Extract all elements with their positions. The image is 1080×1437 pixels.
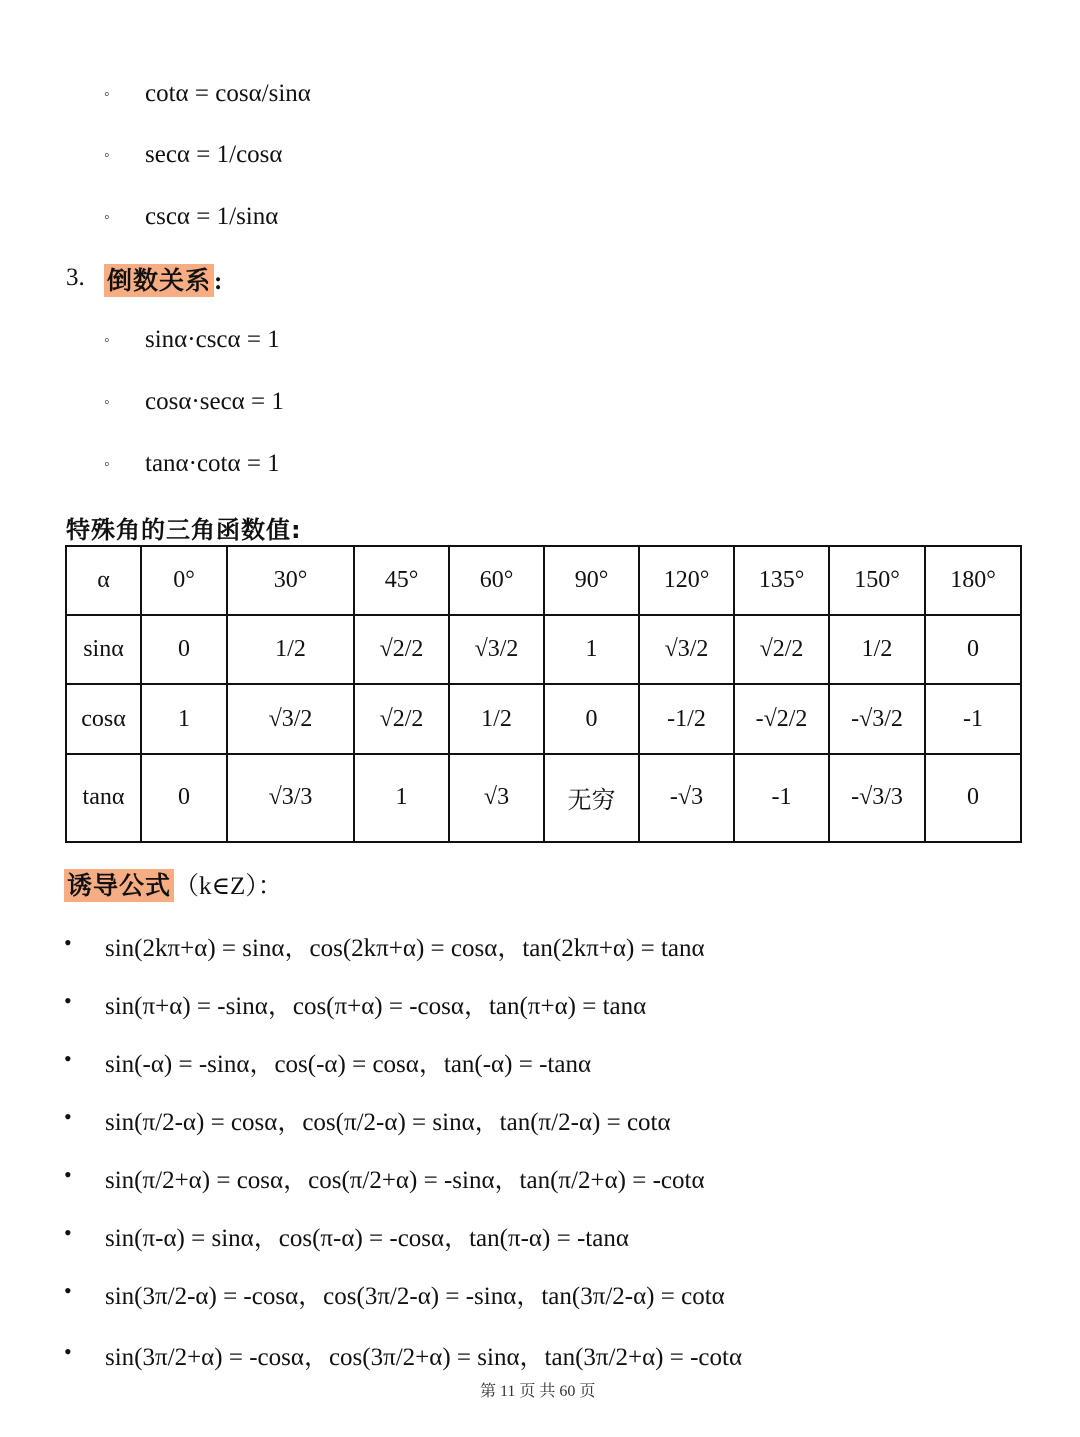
header-cell: 135° (734, 546, 829, 615)
table-cell: -√2/2 (734, 684, 829, 753)
header-cell: 120° (639, 546, 734, 615)
table-cell: √2/2 (354, 615, 449, 684)
table-cell: √3/2 (227, 684, 354, 753)
reciprocal-item: tanα·cotα = 1 (145, 450, 280, 477)
table-cell: 0 (141, 615, 227, 684)
table-cell: 1/2 (829, 615, 925, 684)
table-cell: 无穷 (544, 754, 639, 842)
bullet: • (64, 1220, 72, 1245)
row-label: cosα (66, 684, 141, 753)
header-cell: α (66, 546, 141, 615)
induction-title: 诱导公式 (64, 869, 174, 902)
table-cell: -√3/2 (829, 684, 925, 753)
table-cell: 1/2 (449, 684, 544, 753)
list-item-sec: secα = 1/cosα (145, 141, 283, 168)
sub-bullet: ◦ (104, 209, 110, 226)
induction-formula: sin(2kπ+α) = sinα，cos(2kπ+α) = cosα，tan(2kπ+α) = tanα (105, 935, 705, 962)
table-title: 特殊角的三角函数值: (66, 516, 302, 544)
table-cell: √3/2 (449, 615, 544, 684)
header-cell: 150° (829, 546, 925, 615)
table-header-row (66, 546, 1021, 615)
section-heading (104, 261, 222, 297)
bullet: • (64, 930, 72, 955)
induction-formula: sin(π-α) = sinα，cos(π-α) = -cosα，tan(π-α) = -tanα (105, 1225, 629, 1252)
induction-formula: sin(3π/2+α) = -cosα，cos(3π/2+α) = sinα，tan(3π/2+α) = -cotα (105, 1344, 743, 1371)
table-cell: √3 (449, 754, 544, 842)
table-cell: -√3/3 (829, 754, 925, 842)
table-cell: 0 (141, 754, 227, 842)
induction-formula: sin(3π/2-α) = -cosα，cos(3π/2-α) = -sinα，tan(3π/2-α) = cotα (105, 1283, 725, 1310)
table-row (66, 684, 1021, 753)
page-footer: 第 11 页 共 60 页 (480, 1383, 596, 1400)
list-item-csc: cscα = 1/sinα (145, 203, 279, 230)
sub-bullet: ◦ (104, 332, 110, 349)
induction-formula: sin(-α) = -sinα，cos(-α) = cosα，tan(-α) = -tanα (105, 1051, 592, 1078)
table-cell: -1/2 (639, 684, 734, 753)
header-cell: 30° (227, 546, 354, 615)
bullet: • (64, 1046, 72, 1071)
sub-bullet: ◦ (104, 147, 110, 164)
reciprocal-item: sinα·cscα = 1 (145, 326, 280, 353)
bullet: • (64, 1104, 72, 1129)
row-label: sinα (66, 615, 141, 684)
reciprocal-item: cosα·secα = 1 (145, 388, 284, 415)
induction-formula: sin(π+α) = -sinα，cos(π+α) = -cosα，tan(π+α) = tanα (105, 993, 647, 1020)
table-cell: √3/2 (639, 615, 734, 684)
header-cell: 45° (354, 546, 449, 615)
sub-bullet: ◦ (104, 456, 110, 473)
row-label: tanα (66, 754, 141, 842)
table-row (66, 754, 1021, 842)
induction-suffix: （k∈Z）： (174, 873, 283, 900)
table-cell: 1 (354, 754, 449, 842)
induction-formula: sin(π/2-α) = cosα，cos(π/2-α) = sinα，tan(π/2-α) = cotα (105, 1109, 671, 1136)
bullet: • (64, 1339, 72, 1364)
header-cell: 60° (449, 546, 544, 615)
section-number: 3. (66, 264, 85, 291)
table-cell: 0 (925, 754, 1021, 842)
bullet: • (64, 988, 72, 1013)
bullet: • (64, 1162, 72, 1187)
induction-heading (64, 866, 283, 902)
reciprocal-relations-title: 倒数关系 (104, 264, 214, 297)
heading-colon: : (214, 268, 223, 295)
header-cell: 0° (141, 546, 227, 615)
table-row (66, 615, 1021, 684)
table-cell: 1 (544, 615, 639, 684)
bullet: • (64, 1278, 72, 1303)
header-cell: 180° (925, 546, 1021, 615)
table-cell: -1 (734, 754, 829, 842)
trig-values-table (65, 545, 1022, 843)
header-cell: 90° (544, 546, 639, 615)
table-cell: 1/2 (227, 615, 354, 684)
table-cell: -1 (925, 684, 1021, 753)
induction-formula: sin(π/2+α) = cosα，cos(π/2+α) = -sinα，tan(π/2+α) = -cotα (105, 1167, 705, 1194)
sub-bullet: ◦ (104, 394, 110, 411)
list-item-cot: cotα = cosα/sinα (145, 80, 311, 107)
table-cell: √3/3 (227, 754, 354, 842)
table-cell: 1 (141, 684, 227, 753)
table-cell: 0 (925, 615, 1021, 684)
sub-bullet: ◦ (104, 86, 110, 103)
table-cell: √2/2 (354, 684, 449, 753)
table-cell: √2/2 (734, 615, 829, 684)
table-cell: -√3 (639, 754, 734, 842)
table-cell: 0 (544, 684, 639, 753)
